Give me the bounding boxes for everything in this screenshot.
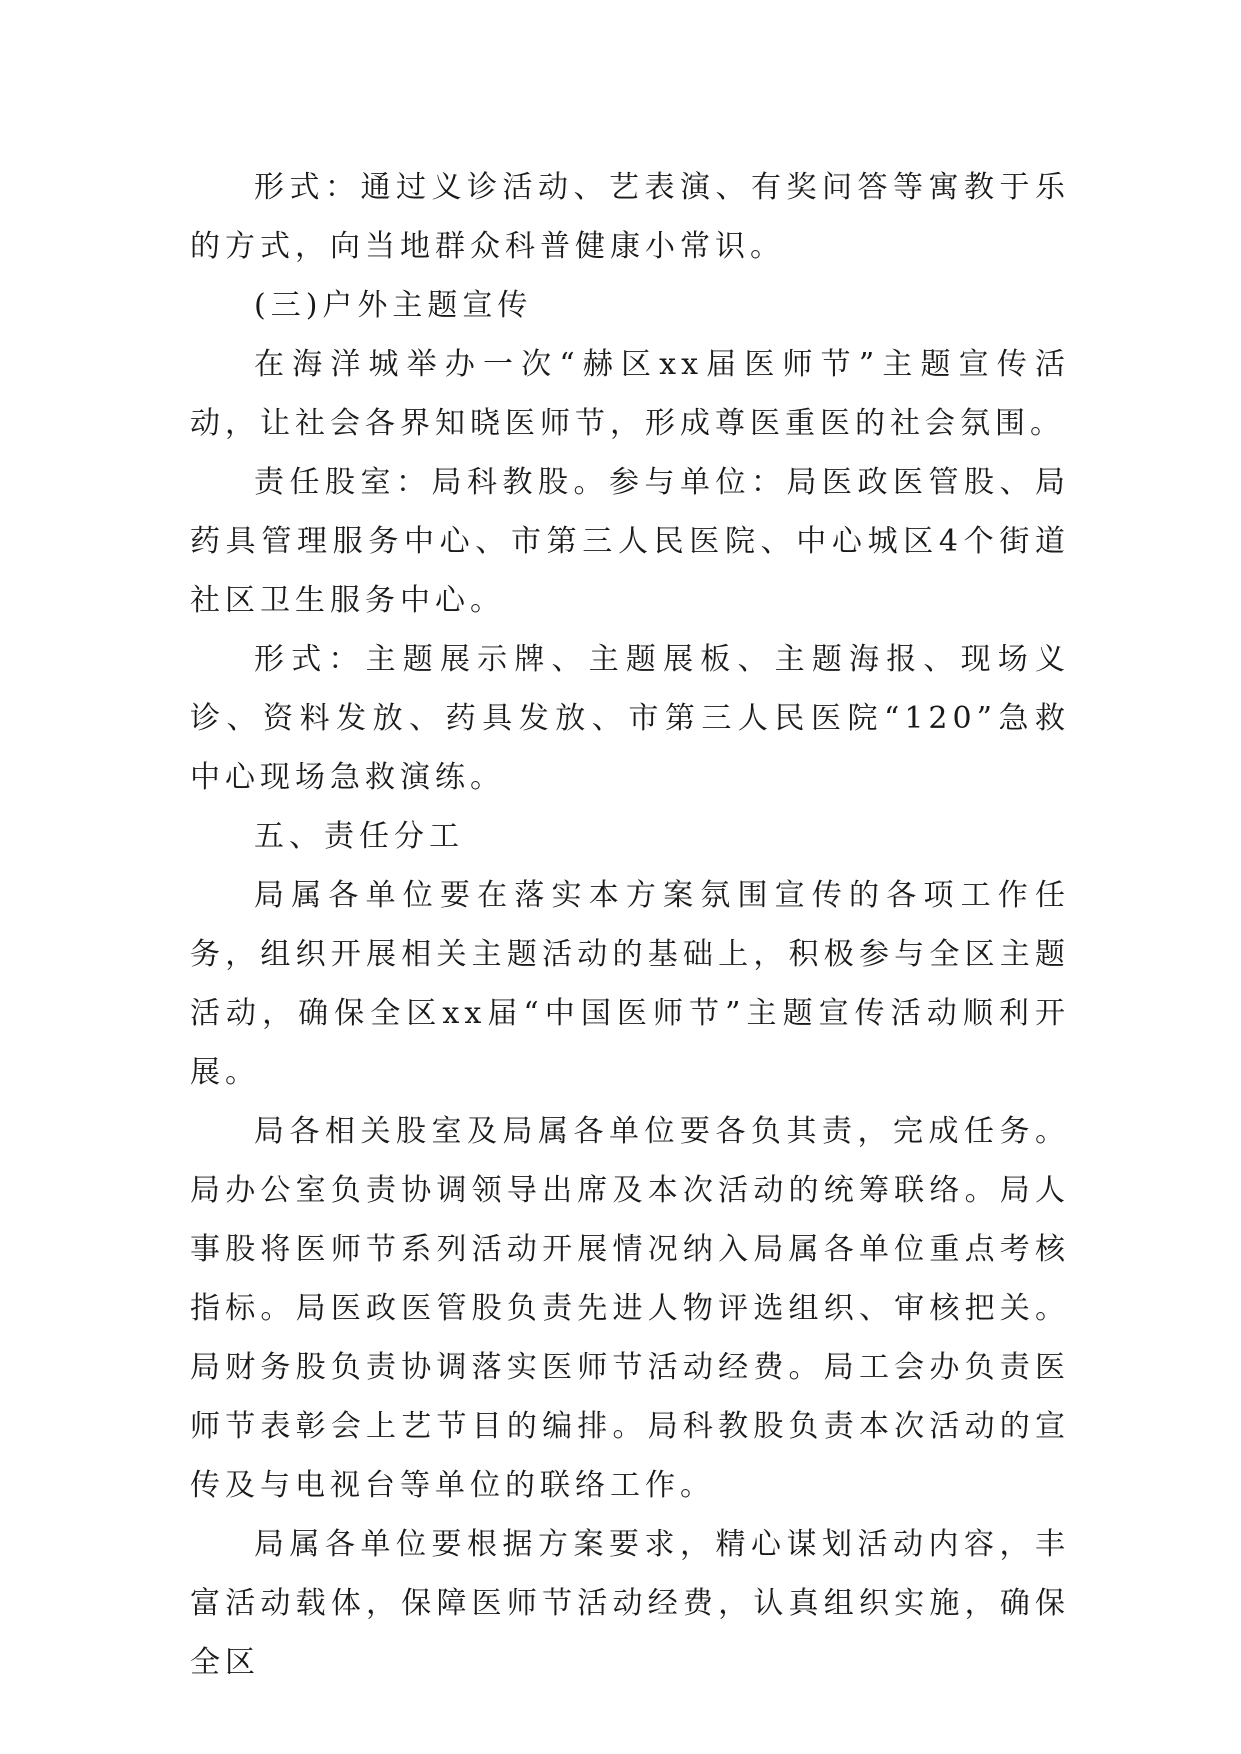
paragraph-responsibility: 责任股室：局科教股。参与单位：局医政医管股、局药具管理服务中心、市第三人民医院、中心城区4个街道社区卫生服务中心。 — [190, 465, 1070, 618]
paragraph-departments-duties: 局各相关股室及局属各单位要各负其责，完成任务。局办公室负责协调领导出席及本次活动的统筹联络。局人事股将医师节系列活动开展情况纳入局属各单位重点考核指标。局医政医管股负责先进人物评选组织、审核把关。局财务股负责协调落实医师节活动经费。局工会办负责医师节表彰会上艺节目的编排。局科教股负责本次活动的宣传及与电视台等单位的联络工作。 — [190, 1114, 1070, 1503]
paragraph-implementation: 局属各单位要根据方案要求，精心谋划活动内容，丰富活动载体，保障医师节活动经费，认真组织实施，确保全区 — [190, 1527, 1070, 1680]
paragraph-format-1: 形式：通过义诊活动、艺表演、有奖问答等寓教于乐的方式，向当地群众科普健康小常识。 — [190, 170, 1070, 264]
paragraph-units-tasks: 局属各单位要在落实本方案氛围宣传的各项工作任务，组织开展相关主题活动的基础上，积极参与全区主题活动，确保全区xx届“中国医师节”主题宣传活动顺利开展。 — [190, 878, 1070, 1090]
document-body — [190, 158, 1070, 1692]
paragraph-outdoor-event: 在海洋城举办一次“赫区xx届医师节”主题宣传活动，让社会各界知晓医师节，形成尊医重医的社会氛围。 — [190, 347, 1070, 441]
heading-division-of-duties: 五、责任分工 — [254, 819, 464, 854]
heading-outdoor-publicity: (三)户外主题宣传 — [254, 288, 533, 323]
paragraph-format-2: 形式：主题展示牌、主题展板、主题海报、现场义诊、资料发放、药具发放、市第三人民医院“120”急救中心现场急救演练。 — [190, 642, 1070, 795]
